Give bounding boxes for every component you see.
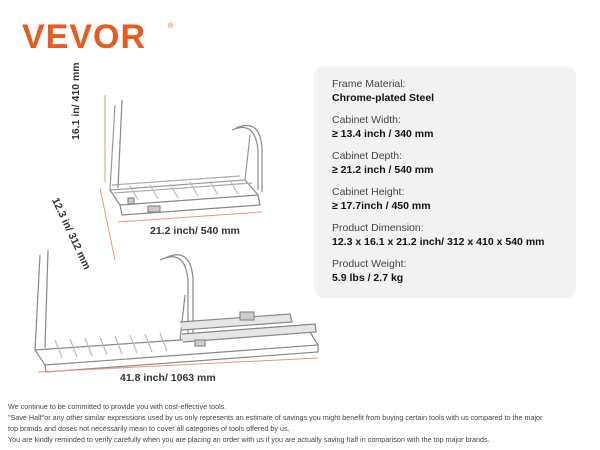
spec-row-cabinet-height	[332, 186, 576, 214]
svg-text:VEVOR: VEVOR	[22, 18, 147, 56]
spec-value: Chrome-plated Steel	[332, 92, 435, 104]
spec-value: 5.9 lbs / 2.7 kg	[332, 272, 404, 284]
spec-value: ≥ 21.2 inch / 540 mm	[332, 164, 434, 176]
spec-label: Product Dimension:	[332, 222, 424, 234]
spec-row-cabinet-width	[332, 114, 576, 142]
specifications-card	[314, 66, 576, 298]
depth-dimension-label: 12.3 in/ 312 mm	[49, 196, 93, 272]
spec-label: Cabinet Depth:	[332, 150, 403, 162]
spec-label: Cabinet Height:	[332, 186, 405, 198]
rack-closed	[110, 100, 262, 215]
rack-extended	[35, 250, 318, 372]
spec-value: ≥ 13.4 inch / 340 mm	[332, 128, 434, 140]
spec-label: Frame Material:	[332, 78, 406, 90]
disclaimer-line: You are kindly reminded to verify carefully when you are placing an order with us if you are actually saving half in comparison with the top major brands.	[8, 435, 490, 444]
spec-value: ≥ 17.7inch / 450 mm	[332, 200, 431, 212]
spec-label: Cabinet Width:	[332, 114, 401, 126]
spec-row-cabinet-depth	[332, 150, 576, 178]
closed-width-label: 21.2 inch/ 540 mm	[150, 225, 240, 237]
spec-label: Product Weight:	[332, 258, 407, 270]
disclaimer-line: top brands and doses not necessarily mean to cover all categories of tools offered by us.	[8, 424, 290, 433]
svg-text:®: ®	[168, 23, 174, 30]
spec-row-product-weight	[332, 258, 576, 286]
vevor-logo	[20, 14, 180, 58]
spec-value: 12.3 x 16.1 x 21.2 inch/ 312 x 410 x 540 mm	[332, 236, 545, 248]
spec-row-material	[332, 78, 576, 106]
disclaimer	[8, 401, 598, 445]
disclaimer-line: We continue to be committed to provide you with cost-effective tools.	[8, 402, 227, 411]
disclaimer-line: "Save Half"or any other similar expressions used by us only represents an estimate of savings you might benefit from buying certain tools with us compared to the major	[8, 413, 543, 422]
spec-row-product-dimension	[332, 222, 576, 250]
height-dimension-label: 16.1 in/ 410 mm	[70, 62, 82, 140]
extended-width-label: 41.8 inch/ 1063 mm	[120, 372, 216, 384]
